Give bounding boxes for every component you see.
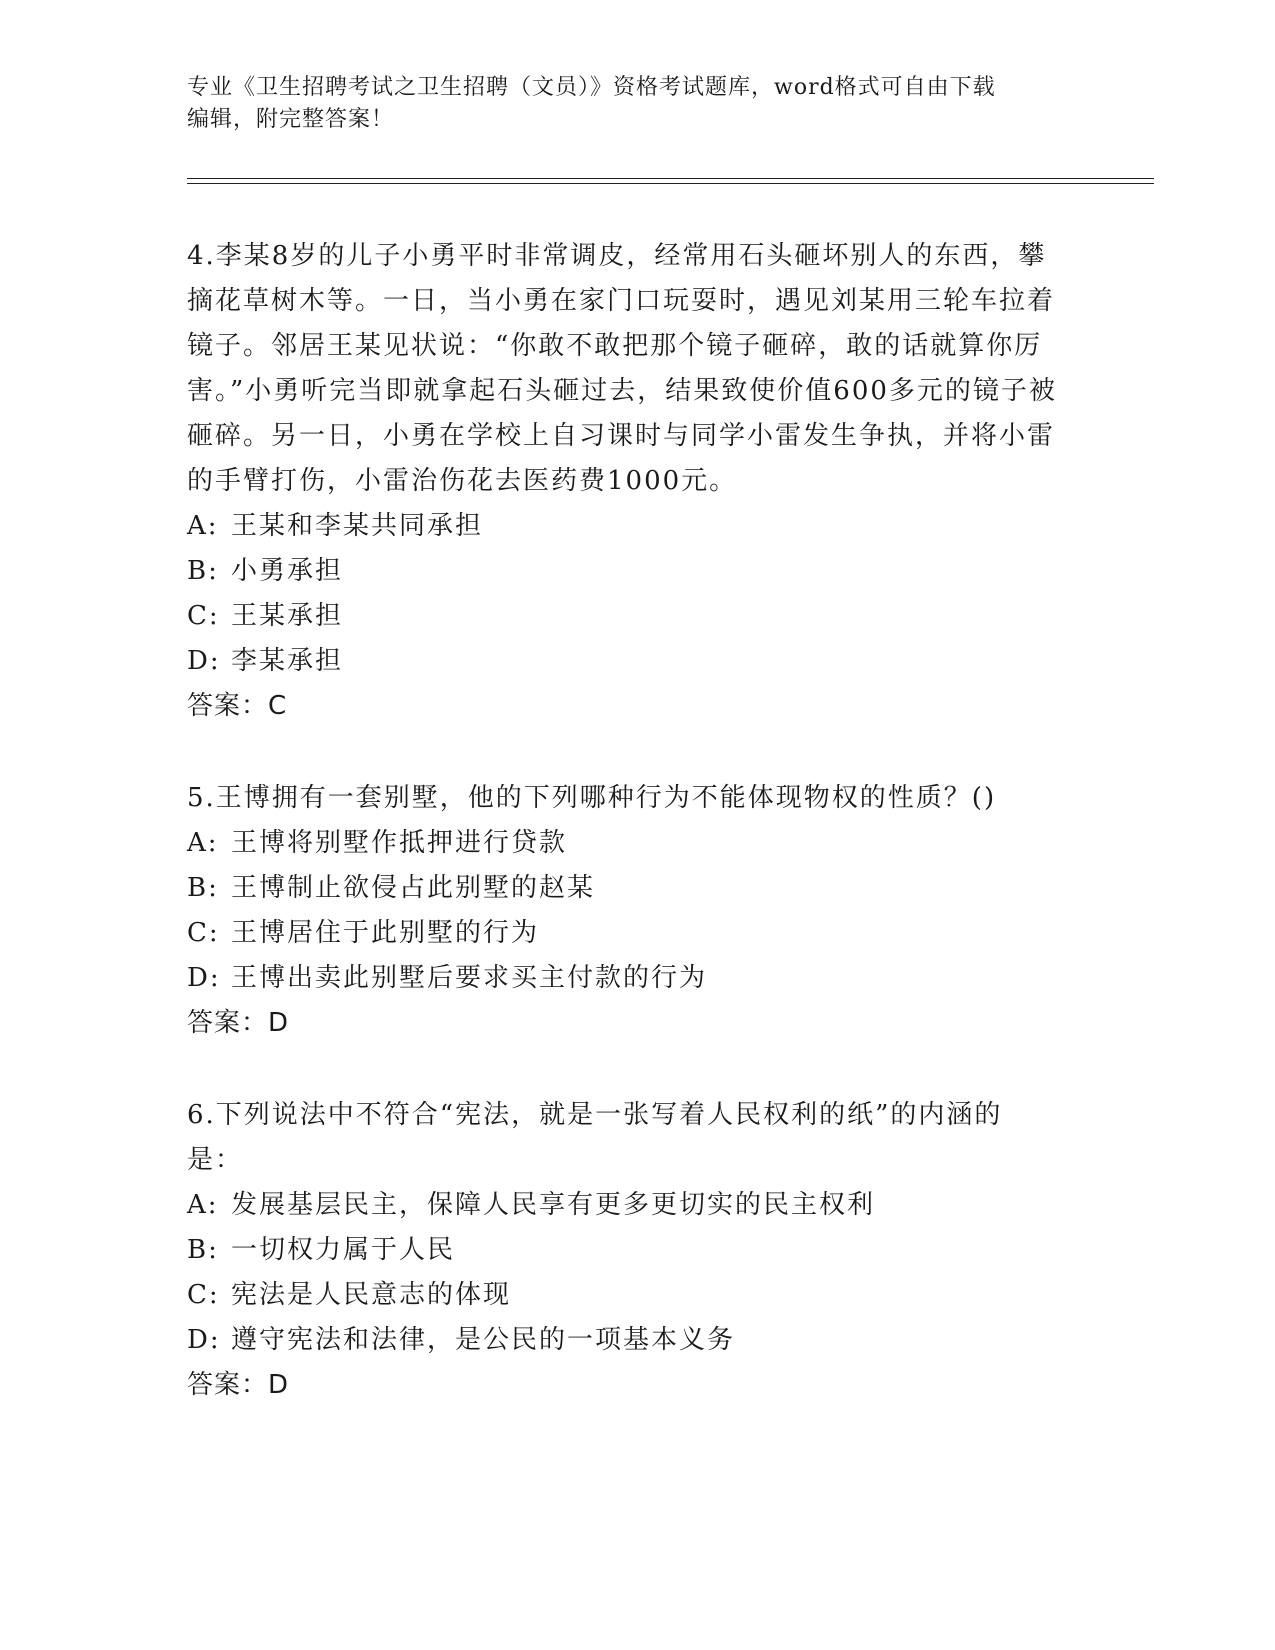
option-text: 小勇承担	[231, 556, 344, 586]
option-b	[187, 866, 1057, 911]
option-text: 遵守宪法和法律，是公民的一项基本义务	[231, 1325, 736, 1355]
option-letter: B:	[187, 556, 219, 586]
option-text: 王博出卖此别墅后要求买主付款的行为	[231, 963, 708, 993]
option-letter: A:	[187, 511, 219, 541]
option-c	[187, 594, 1057, 639]
option-letter: C:	[187, 918, 220, 948]
option-a	[187, 504, 1057, 549]
option-a	[187, 821, 1057, 866]
document-header: 专业《卫生招聘考试之卫生招聘（文员）》资格考试题库，word格式可自由下载 编辑，附完整答案！	[187, 75, 996, 132]
option-a	[187, 1183, 1057, 1228]
option-letter: B:	[187, 1235, 219, 1265]
option-letter: C:	[187, 601, 220, 631]
option-letter: D:	[187, 646, 221, 676]
option-text: 王博居住于此别墅的行为	[231, 918, 540, 948]
question-stem: 4.李某8岁的儿子小勇平时非常调皮，经常用石头砸坏别人的东西，攀摘花草树木等。一日，当小勇在家门口玩耍时，遇见刘某用三轮车拉着镜子。邻居王某见状说：“你敢不敢把那个镜子砸碎，敢的话就算你厉害。”小勇听完当即就拿起石头砸过去，结果致使价值600多元的镜子被砸碎。另一日，小勇在学校上自习课时与同学小雷发生争执，并将小雷的手臂打伤，小雷治伤花去医药费1000元。	[187, 241, 1057, 496]
header-divider-top	[187, 178, 1154, 179]
question-stem: 5.王博拥有一套别墅，他的下列哪种行为不能体现物权的性质？()	[187, 783, 997, 813]
option-c	[187, 1273, 1057, 1318]
option-text: 李某承担	[231, 646, 344, 676]
question-6	[187, 1093, 1057, 1408]
header-divider-bottom	[187, 183, 1154, 184]
option-letter: A:	[187, 828, 219, 858]
option-c	[187, 911, 1057, 956]
option-d	[187, 639, 1057, 684]
answer-line: 答案：D	[187, 1008, 290, 1038]
option-text: 王某和李某共同承担	[231, 511, 484, 541]
option-letter: B:	[187, 873, 219, 903]
option-text: 宪法是人民意志的体现	[231, 1280, 512, 1310]
option-text: 王博制止欲侵占此别墅的赵某	[231, 873, 596, 903]
option-letter: D:	[187, 1325, 221, 1355]
option-b	[187, 549, 1057, 594]
answer-line: 答案：D	[187, 1370, 290, 1400]
option-text: 一切权力属于人民	[231, 1235, 456, 1265]
option-letter: A:	[187, 1190, 219, 1220]
option-text: 发展基层民主，保障人民享有更多更切实的民主权利	[231, 1190, 876, 1220]
option-d	[187, 956, 1057, 1001]
option-letter: D:	[187, 963, 221, 993]
option-letter: C:	[187, 1280, 220, 1310]
answer-line: 答案：C	[187, 691, 288, 721]
option-d	[187, 1318, 1057, 1363]
question-5	[187, 776, 1057, 1046]
option-text: 王某承担	[231, 601, 344, 631]
question-stem: 6.下列说法中不符合“宪法，就是一张写着人民权利的纸”的内涵的是：	[187, 1100, 1003, 1175]
question-4	[187, 234, 1057, 729]
option-b	[187, 1228, 1057, 1273]
option-text: 王博将别墅作抵押进行贷款	[231, 828, 568, 858]
